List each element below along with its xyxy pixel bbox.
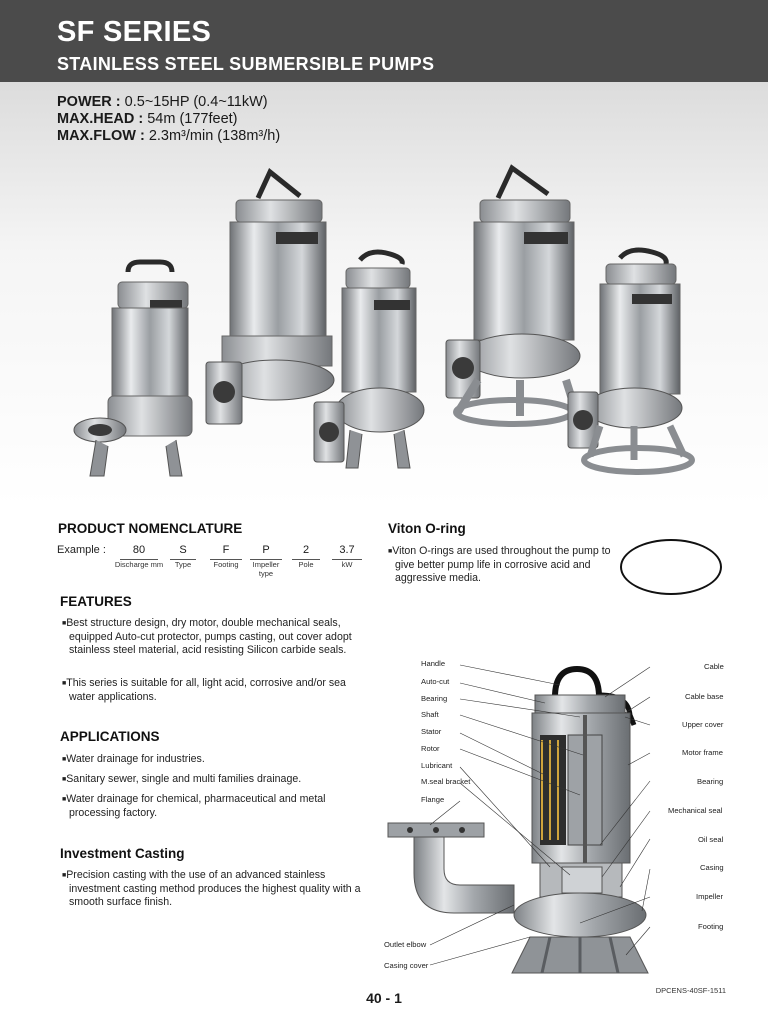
nom-caption-kw: kW [341,560,353,569]
nom-caption-type: Type [174,560,192,569]
diagram-label-oil-seal: Oil seal [698,835,724,844]
nom-caption-impeller: Impeller type [252,560,280,578]
investment-casting-description: ■ Precision casting with the use of an advanced stainless investment casting method produces the highest quality with a smooth surface finish. [62,869,369,910]
diagram-label-shaft: Shaft [421,710,439,719]
applications-heading: APPLICATIONS [60,729,160,744]
diagram-label-flange: Flange [421,795,445,804]
features-heading: FEATURES [60,594,132,609]
nom-code-pole: 2 [302,544,310,556]
diagram-label-stator: Stator [421,727,442,736]
application-item: ■ Water drainage for chemical, pharmaceutical and metal processing factory. [62,793,374,820]
page-number: 40 - 1 [366,990,402,1006]
diagram-label-footing: Footing [698,922,724,931]
diagram-label-mseal-bracket: M.seal bracket [421,777,471,786]
pump-small-left [74,262,192,476]
nom-code-type: S [179,544,187,556]
diagram-label-impeller: Impeller [696,892,724,901]
spec-max-flow: MAX.FLOW : 2.3m³/min (138m³/h) [57,128,281,144]
diagram-label-motor-frame: Motor frame [682,748,723,757]
diagram-label-cable: Cable [704,662,724,671]
series-subtitle: STAINLESS STEEL SUBMERSIBLE PUMPS [57,54,435,74]
diagram-label-upper-cover: Upper cover [682,720,724,729]
nom-code-footing: F [222,544,230,556]
pump-cutaway-diagram [380,655,730,980]
pump-large-flanged [206,172,334,424]
diagram-label-auto-cut: Auto-cut [421,677,450,686]
viton-description: ■ Viton O-rings are used throughout the pump to give better pump life in corrosive acid and aggressive media. [388,545,620,586]
nom-code-kw: 3.7 [339,544,355,556]
spec-block [57,94,280,145]
diagram-label-bearing-left: Bearing [421,694,448,703]
document-code: DPCENS-40SF-1511 [655,986,726,995]
diagram-label-cable-base: Cable base [685,692,724,701]
series-title: SF SERIES [57,16,212,48]
feature-item: ■ This series is suitable for all, light acid, corrosive and/or sea water applications. [62,677,374,704]
viton-heading: Viton O-ring [388,521,466,536]
cutaway-drawing [380,655,730,980]
spec-max-head: MAX.HEAD : 54m (177feet) [57,111,238,127]
application-item: ■ Sanitary sewer, single and multi families drainage. [62,773,374,787]
diagram-label-lubricant: Lubricant [421,761,453,770]
nom-code-impeller: P [262,544,270,556]
nom-caption-footing: Footing [213,560,239,569]
nom-caption-pole: Pole [298,560,314,569]
feature-item: ■ Best structure design, dry motor, double mechanical seals, equipped Auto-cut protector, pumps casting, out cover adopt stainless steel material, acid resisting Silicon carbide seals. [62,617,374,658]
nom-caption-discharge: Discharge mm [114,560,164,569]
diagram-label-handle: Handle [421,659,446,668]
pump-lineup-image [0,160,768,500]
pump-medium-right [568,250,692,472]
nomenclature-example-label: Example : [57,544,106,556]
investment-casting-heading: Investment Casting [60,846,185,861]
o-ring-illustration [620,539,722,595]
nomenclature-heading: PRODUCT NOMENCLATURE [58,521,243,536]
diagram-label-casing: Casing [700,863,724,872]
pump-large-stand [446,168,580,424]
diagram-label-outlet-elbow: Outlet elbow [384,940,427,949]
application-item: ■ Water drainage for industries. [62,753,374,767]
spec-power: POWER : 0.5~15HP (0.4~11kW) [57,94,268,110]
nom-code-discharge: 80 [132,544,146,556]
diagram-label-rotor: Rotor [421,744,440,753]
diagram-label-casing-cover: Casing cover [384,961,429,970]
diagram-label-mechanical-seal: Mechanical seal [668,806,723,815]
diagram-label-bearing-right: Bearing [697,777,724,786]
page-header [0,0,768,82]
